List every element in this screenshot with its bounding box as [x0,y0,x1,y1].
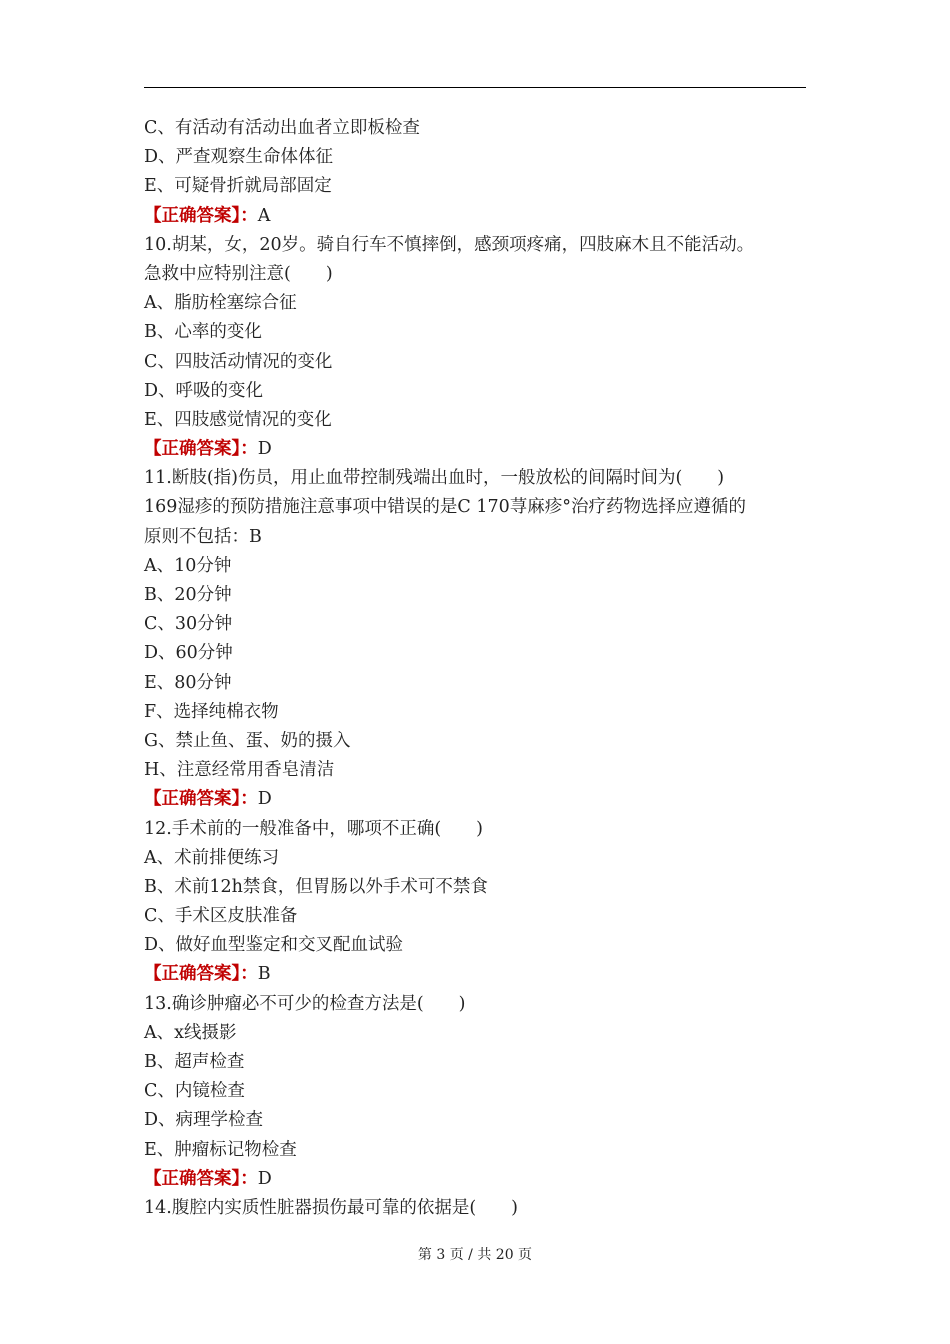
text-line: E、可疑骨折就局部固定 [144,176,332,197]
page-footer: 第 3 页 / 共 20 页 [417,1247,533,1263]
answer-line [144,202,808,231]
text-line: E、80分钟 [144,672,232,693]
page-content [144,114,808,1223]
answer-line [144,1165,808,1194]
text-line: B、术前12h禁食，但胃肠以外手术可不禁食 [144,876,488,897]
text-line: D、病理学检查 [144,1110,264,1131]
answer-line [144,785,808,814]
answer-label: 【正确答案】： [144,439,258,460]
answer-line [144,960,808,989]
text-line: D、呼吸的变化 [144,380,264,401]
text-line: E、四肢感觉情况的变化 [144,409,332,430]
answer-line [144,435,808,464]
text-line: D、做好血型鉴定和交叉配血试验 [144,935,404,956]
text-line: 急救中应特别注意( ) [144,263,333,284]
answer-label: 【正确答案】： [144,205,258,226]
text-line: D、严查观察生命体体征 [144,147,334,168]
text-line: C、四肢活动情况的变化 [144,351,333,372]
text-line: 12.手术前的一般准备中，哪项不正确( ) [144,818,483,839]
text-line: E、肿瘤标记物检查 [144,1139,297,1160]
answer-label: 【正确答案】： [144,964,258,985]
text-line: A、10分钟 [144,555,232,576]
text-line: C、30分钟 [144,614,233,635]
text-line: C、内镜检查 [144,1081,245,1102]
header-rule [144,87,806,88]
text-line: 14.腹腔内实质性脏器损伤最可靠的依据是( ) [144,1197,518,1218]
text-line: C、手术区皮肤准备 [144,906,298,927]
text-line: D、60分钟 [144,643,233,664]
answer-value: D [257,789,272,810]
answer-label: 【正确答案】： [144,1168,258,1189]
answer-label: 【正确答案】： [144,789,258,810]
text-line: H、注意经常用香皂清洁 [144,760,335,781]
answer-value: D [257,439,272,460]
answer-value: A [257,205,271,226]
text-line: A、术前排便练习 [144,847,280,868]
text-line: B、心率的变化 [144,322,262,343]
text-line: B、20分钟 [144,585,232,605]
answer-value: D [257,1168,272,1189]
answer-value: B [257,964,271,985]
text-line: F、选择纯棉衣物 [144,701,279,722]
text-line: C、有活动有活动出血者立即板检查 [144,118,420,138]
text-line: A、x线摄影 [144,1022,237,1043]
text-line: 13.确诊肿瘤必不可少的检查方法是( ) [144,993,466,1014]
text-line: B、超声检查 [144,1052,245,1072]
text-line: G、禁止鱼、蛋、奶的摄入 [144,730,351,751]
text-line: 10.胡某，女，20岁。骑自行车不慎摔倒，感颈项疼痛，四肢麻木且不能活动。 [144,234,755,255]
text-line: 原则不包括：B [144,526,262,547]
text-line: 169湿疹的预防措施注意事项中错误的是C 170荨麻疹°治疗药物选择应遵循的 [144,497,747,518]
text-line: 11.断肢(指)伤员，用止血带控制残端出血时，一般放松的间隔时间为( ) [144,468,725,489]
text-line: A、脂肪栓塞综合征 [144,293,297,314]
